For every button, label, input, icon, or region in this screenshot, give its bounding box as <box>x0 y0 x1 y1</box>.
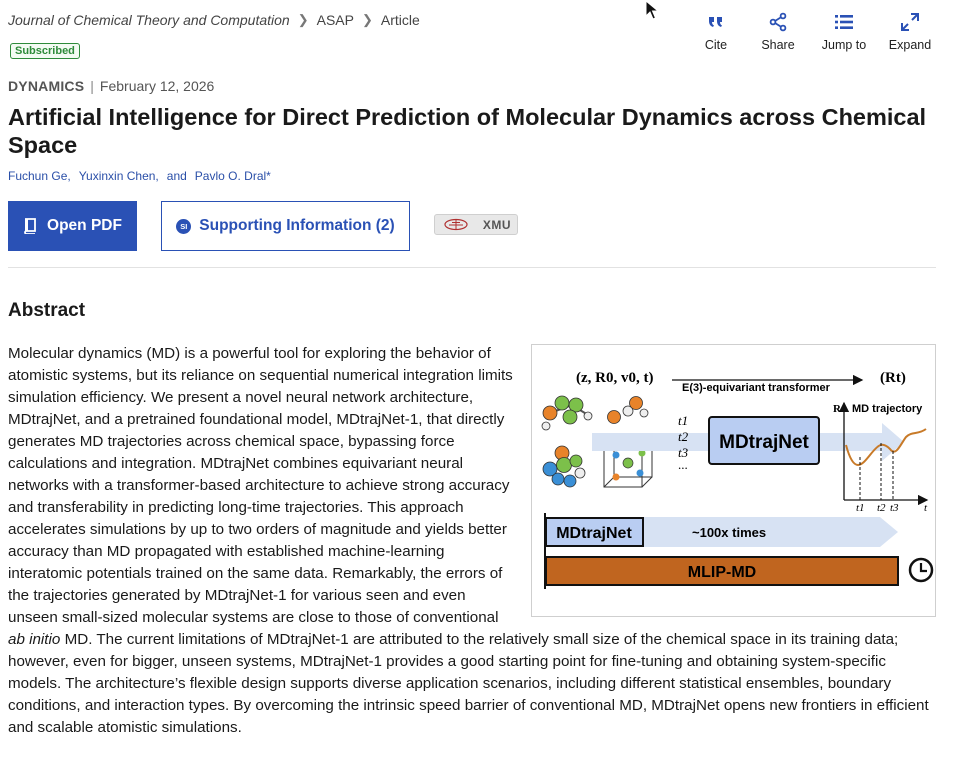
author-conjunction: and <box>166 169 187 183</box>
plot-tick: t2 <box>877 502 886 514</box>
molecule-icon <box>543 446 585 487</box>
plot-tick: t3 <box>890 502 899 514</box>
article-toolbar <box>692 12 934 52</box>
jump-to-button[interactable] <box>816 12 872 52</box>
model-box-label: MDtrajNet <box>719 432 809 453</box>
expand-button[interactable] <box>886 12 934 52</box>
chevron-right-icon: ❯ <box>361 12 373 27</box>
article-section[interactable]: DYNAMICS <box>8 78 85 94</box>
supporting-information-button[interactable] <box>161 201 410 251</box>
page-title: Artificial Intelligence for Direct Prediction of Molecular Dynamics across Chemical Space <box>8 104 927 158</box>
institution-logo[interactable] <box>434 214 518 235</box>
mouse-cursor-icon <box>645 0 659 20</box>
abstract-heading: Abstract <box>8 300 86 321</box>
open-pdf-button[interactable] <box>8 201 137 251</box>
author-link[interactable]: Yuxinxin Chen, <box>78 169 159 183</box>
breadcrumb-journal-link[interactable]: Journal of Chemical Theory and Computation <box>8 12 290 28</box>
divider <box>8 267 936 268</box>
time-label: t1 <box>678 413 689 428</box>
toc-graphic[interactable] <box>531 344 936 617</box>
jump-to-label: Jump to <box>821 38 867 52</box>
institution-logo-text: XMU <box>482 217 511 232</box>
plot-title: MD trajectory <box>852 403 923 415</box>
baseline-bar-label: MLIP-MD <box>687 564 757 581</box>
meta-separator: | <box>90 78 94 94</box>
si-icon: SI <box>176 219 191 234</box>
plot-tick: t1 <box>856 502 865 514</box>
cite-button[interactable] <box>692 12 740 52</box>
book-icon <box>23 218 37 234</box>
abstract-text: Molecular dynamics (MD) is a powerful tool for exploring the behavior of atomistic systems, but its reliance on sequential numerical integration limits simulation efficiency. We present a novel neural network architecture, MDtrajNet, and a pretrained foundational model, MDtrajNet-1, that directly generates MD trajectories across chemical space, bypassing force calculations and integration. MDtrajNet combines equivariant neural networks with a transformer-based architecture to achieve strong accuracy and transferability in predicting long-time trajectories. This approach accelerates simulations by up to two orders of magnitude and yields better accuracy than MD propagated with established machine-learning interatomic potentials trained on the same data. Remarkably, the errors of the trajectories generated by MDtrajNet-1 for various seen and even unseen small-sized molecular systems are close to those of conventional <box>8 345 513 626</box>
clock-icon <box>910 559 932 581</box>
breadcrumb <box>8 12 420 28</box>
quote-icon <box>706 12 726 32</box>
abstract-text-continued: MD. The current limitations of MDtrajNet-1 are attributed to the relatively small size of the chemical space in its training data; however, even for bigger, unseen systems, MDtrajNet-1 provides a good starting point for fine-tuning and obtaining system-specific models. The architecture’s flexible design supports diverse application scenarios, including different statistical ensembles, boundary conditions, and interaction types. By overcoming the intrinsic speed barrier of conventional MD, MDtrajNet opens new frontiers in efficient and scalable atomistic simulations. <box>8 631 929 736</box>
time-label: t3 <box>678 445 689 460</box>
open-pdf-label: Open PDF <box>47 217 122 234</box>
chevron-right-icon: ❯ <box>297 12 309 27</box>
abstract-body <box>8 343 938 739</box>
graphic-output-label: (Rt) <box>880 370 906 386</box>
expand-icon <box>900 12 920 32</box>
expand-label: Expand <box>888 38 932 52</box>
graphic-arrow-label: E(3)-equivariant transformer <box>682 382 830 394</box>
speed-label: ~100x times <box>692 525 767 540</box>
plot-y-label: R <box>833 403 841 415</box>
university-seal-icon <box>443 218 469 231</box>
access-badge: Subscribed <box>10 43 80 59</box>
speed-model-label: MDtrajNet <box>556 525 632 542</box>
toc-graphic-frame <box>531 344 936 617</box>
author-link[interactable]: Fuchun Ge, <box>8 169 71 183</box>
author-link[interactable]: Pavlo O. Dral* <box>194 169 271 183</box>
list-icon <box>834 12 854 32</box>
plot-x-label: t <box>924 502 928 514</box>
breadcrumb-section-link[interactable]: ASAP <box>316 12 354 28</box>
cite-label: Cite <box>704 38 728 52</box>
trajectory-plot <box>833 403 928 514</box>
article-meta <box>8 78 214 94</box>
share-icon <box>768 12 788 32</box>
time-label: ... <box>678 457 688 472</box>
share-label: Share <box>761 38 795 52</box>
supporting-information-label: Supporting Information (2) <box>199 217 395 234</box>
time-label: t2 <box>678 429 689 444</box>
author-list <box>8 169 271 183</box>
molecule-icon <box>608 397 649 424</box>
share-button[interactable] <box>754 12 802 52</box>
publication-date: February 12, 2026 <box>99 78 215 94</box>
abstract-italic-term: ab initio <box>8 631 61 648</box>
molecule-icon <box>542 396 592 430</box>
toc-graphic-svg <box>532 345 935 616</box>
breadcrumb-article: Article <box>380 12 420 28</box>
graphic-input-label: (z, R0, v0, t) <box>576 370 654 386</box>
